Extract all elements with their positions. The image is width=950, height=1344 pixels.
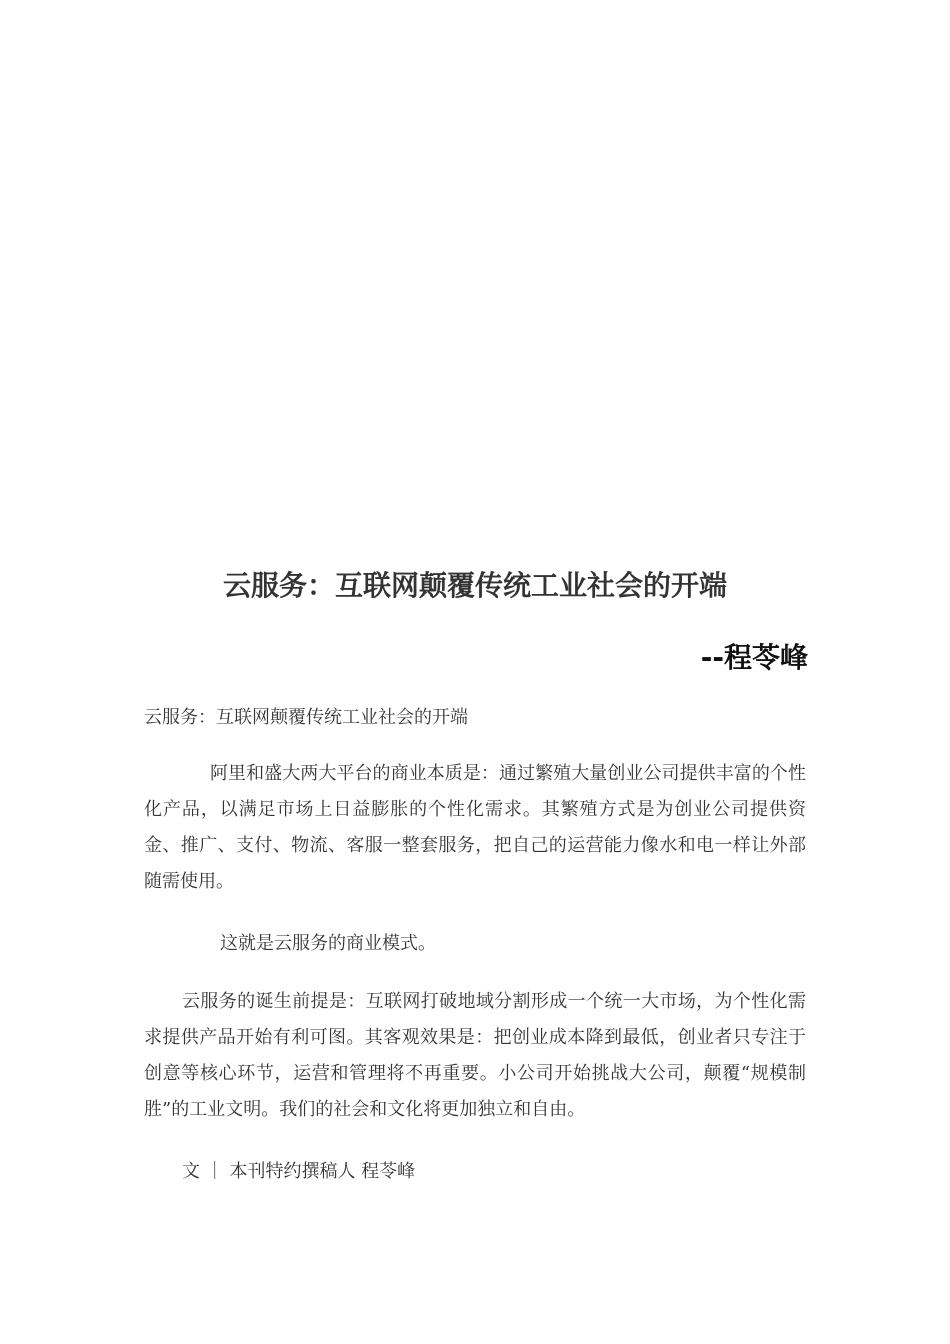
subtitle: 云服务：互联网颠覆传统工业社会的开端 <box>144 707 468 728</box>
paragraph-business-model: 这就是云服务的商业模式。 <box>220 933 436 954</box>
document-title: 云服务：互联网颠覆传统工业社会的开端 <box>222 569 727 602</box>
paragraph-platforms: 阿里和盛大两大平台的商业本质是：通过繁殖大量创业公司提供丰富的个性化产品，以满足市场上日益膨胀的个性化需求。其繁殖方式是为创业公司提供资金、推广、支付、物流、客服一整套服务，把自己的运营能力像水和电一样让外部随需使用。 <box>144 763 806 892</box>
paragraph-premise: 云服务的诞生前提是：互联网打破地域分割形成一个统一大市场，为个性化需求提供产品开始有利可图。其客观效果是：把创业成本降到最低，创业者只专注于创意等核心环节，运营和管理将不再重要。小公司开始挑战大公司，颠覆“规模制胜”的工业文明。我们的社会和文化将更加独立和自由。 <box>144 991 806 1120</box>
author-line: --程苓峰 <box>700 641 808 674</box>
byline: 文 ｜ 本刊特约撰稿人 程苓峰 <box>182 1161 416 1182</box>
